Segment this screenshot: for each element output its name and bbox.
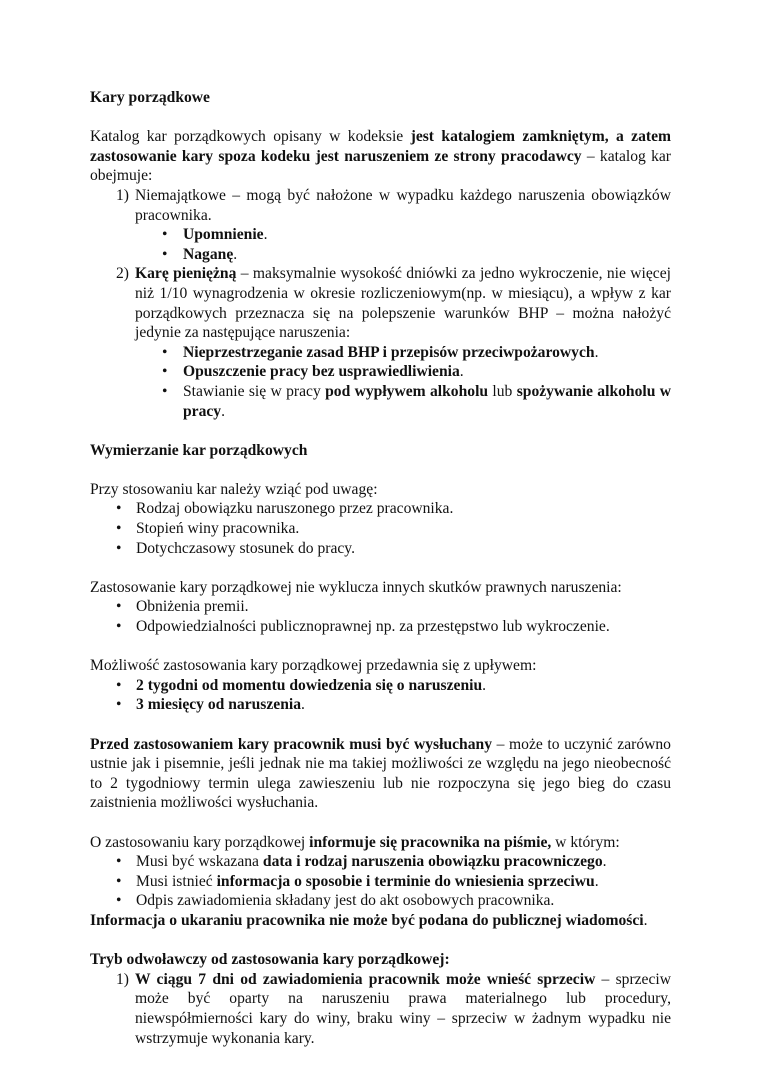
- kary-numbered-list: [90, 186, 671, 225]
- bullet-icon: •: [116, 618, 122, 636]
- notice-closing-bold: Informacja o ukaraniu pracownika nie może być podana do publicznej wiadomości: [90, 911, 644, 929]
- bullet-text: Stopień winy pracownika.: [136, 520, 300, 538]
- bullet-icon: •: [116, 539, 122, 557]
- numbered-item-1: [90, 970, 671, 1048]
- bullet-item: [135, 245, 671, 265]
- notice-closing-text: .: [643, 911, 648, 929]
- bullet-text: .: [233, 245, 238, 263]
- bullet-icon: •: [162, 343, 168, 361]
- bullet-text: Odpowiedzialności publicznoprawnej np. za przestępstwo lub wykroczenie.: [136, 618, 610, 636]
- bullet-icon: •: [116, 520, 122, 538]
- bullet-text: Stawianie się w pracy: [183, 382, 326, 400]
- section-heading-wymierzanie: Wymierzanie kar porządkowych: [90, 441, 308, 459]
- item-text: Niemajątkowe – mogą być nałożone w wypadku każdego naruszenia obowiązków pracownika.: [135, 186, 671, 224]
- bullet-icon: •: [116, 892, 122, 910]
- bullet-text: .: [602, 853, 607, 871]
- bullet-text: .: [301, 696, 305, 714]
- bullet-bold: spożywanie alkoholu w pracy: [183, 382, 671, 420]
- bullet-item: [90, 519, 671, 539]
- bullet-text: Odpis zawiadomienia składany jest do akt osobowych pracownika.: [136, 892, 555, 910]
- item-bold: Karę pieniężną: [135, 265, 237, 283]
- item-number: 1): [116, 970, 129, 988]
- effects-bullets: [90, 597, 671, 636]
- bullet-text: Musi istnieć: [136, 872, 217, 890]
- hearing-text: – może to uczynić zarówno ustnie jak i pisemnie, jeśli jednak nie ma takiej możliwości ze względu na jego nieobecność to 2 tygodniowy termin ulega zawieszeniu lub nie rozpoczyna się jego bieg do czasu zaistnienia możliwości wysłuchania.: [90, 735, 671, 812]
- bullet-item: [90, 499, 671, 519]
- intro-paragraph: [90, 127, 671, 186]
- limitation-lead: Możliwość zastosowania kary porządkowej przedawnia się z upływem:: [90, 657, 537, 675]
- intro-bold: jest katalogiem zamkniętym, a zatem zastosowanie kary spoza kodeku jest naruszeniem ze strony pracodawcy: [90, 128, 671, 165]
- bullet-item: [90, 676, 671, 696]
- effects-lead: Zastosowanie kary porządkowej nie wyklucza innych skutków prawnych naruszenia:: [90, 578, 622, 596]
- item-number: 2): [116, 265, 129, 283]
- bullet-text: .: [482, 676, 487, 694]
- bullet-icon: •: [116, 696, 122, 714]
- bullet-item: [135, 362, 671, 382]
- notice-bold: informuje się pracownika na piśmie,: [309, 833, 552, 851]
- section-heading-tryb-odwolawczy: Tryb odwoławczy od zastosowania kary porządkowej:: [90, 951, 450, 969]
- bullet-item: [90, 539, 671, 559]
- bullet-bold: informacja o sposobie i terminie do wniesienia sprzeciwu: [216, 872, 595, 890]
- bullet-item: [135, 225, 671, 245]
- appeal-numbered-list: [90, 970, 671, 1048]
- consider-lead: Przy stosowaniu kar należy wziąć pod uwagę:: [90, 480, 378, 498]
- notice-bullets: [90, 852, 671, 911]
- bullet-text: Rodzaj obowiązku naruszonego przez pracownika.: [136, 500, 454, 518]
- bullet-icon: •: [116, 872, 122, 890]
- bullet-icon: •: [116, 853, 122, 871]
- bullet-item: [135, 382, 671, 421]
- bullet-icon: •: [116, 598, 122, 616]
- bullet-item: [90, 852, 671, 872]
- notice-lead: [90, 833, 671, 853]
- bullet-bold: pod wypływem alkoholu: [325, 382, 489, 400]
- intro-text: Katalog kar porządkowych opisany w kodeksie: [90, 128, 411, 146]
- bullet-bold: data i rodzaj naruszenia obowiązku pracowniczego: [262, 853, 603, 871]
- numbered-item-2: [90, 264, 671, 342]
- bullet-bold: Opuszczenie pracy bez usprawiedliwienia: [183, 363, 460, 381]
- item-text: – sprzeciw może być oparty na naruszeniu prawa materialnego lub procedury, niewspółmierności kary do winy, braku winy – sprzeciw w żadnym wypadku nie wstrzymuje wykonania kary.: [135, 970, 671, 1047]
- bullet-bold: Naganę: [183, 245, 234, 263]
- hearing-paragraph: [90, 735, 671, 813]
- bullet-text: .: [459, 363, 464, 381]
- consider-bullets: [90, 499, 671, 558]
- bullet-bold: Upomnienie: [183, 226, 264, 244]
- bullet-bold: Nieprzestrzeganie zasad BHP i przepisów przeciwpożarowych: [183, 343, 595, 361]
- bullet-icon: •: [116, 500, 122, 518]
- notice-text: O zastosowaniu kary porządkowej: [90, 833, 310, 851]
- bullet-text: .: [594, 343, 599, 361]
- bullet-item: [90, 617, 671, 637]
- bullet-text: .: [594, 872, 599, 890]
- bullet-icon: •: [162, 245, 168, 263]
- bullet-item: [90, 891, 671, 911]
- bullet-item: [135, 343, 671, 363]
- kara-pieniezna-bullets: [90, 343, 671, 421]
- niemajatkowe-bullets: [90, 225, 671, 264]
- bullet-icon: •: [162, 382, 168, 400]
- bullet-bold: 3 miesięcy od naruszenia: [136, 696, 302, 714]
- bullet-bold: 2 tygodni od momentu dowiedzenia się o naruszeniu: [136, 676, 483, 694]
- bullet-text: Dotychczasowy stosunek do pracy.: [136, 539, 355, 557]
- bullet-text: Musi być wskazana: [136, 853, 263, 871]
- limitation-bullets: [90, 676, 671, 715]
- notice-closing: [90, 911, 671, 931]
- bullet-text: lub: [488, 382, 517, 400]
- kary-numbered-list-2: [90, 264, 671, 342]
- hearing-bold: Przed zastosowaniem kary pracownik musi być wysłuchany: [90, 735, 492, 753]
- bullet-item: [90, 695, 671, 715]
- notice-text-end: w którym:: [551, 833, 620, 851]
- document-page: [90, 88, 671, 1048]
- bullet-text: .: [221, 402, 226, 420]
- bullet-icon: •: [162, 226, 168, 244]
- intro-text-end: – katalog kar obejmuje:: [90, 147, 671, 185]
- bullet-item: [90, 597, 671, 617]
- bullet-text: Obniżenia premii.: [136, 598, 249, 616]
- section-heading-kary-porzadkowe: Kary porządkowe: [90, 89, 210, 106]
- item-number: 1): [116, 186, 129, 204]
- item-text: – maksymalnie wysokość dniówki za jedno wykroczenie, nie więcej niż 1/10 wynagrodzenia w okresie rozliczeniowym(np. w miesiącu), a wpływ z kar porządkowych przeznacza się na polepszenie warunków BHP – można nałożyć jedynie za następujące naruszenia:: [135, 265, 671, 342]
- bullet-item: [90, 872, 671, 892]
- bullet-icon: •: [116, 676, 122, 694]
- bullet-icon: •: [162, 363, 168, 381]
- numbered-item-1: [90, 186, 671, 225]
- item-bold: W ciągu 7 dni od zawiadomienia pracownik może wnieść sprzeciw: [135, 970, 596, 988]
- bullet-text: .: [263, 226, 268, 244]
